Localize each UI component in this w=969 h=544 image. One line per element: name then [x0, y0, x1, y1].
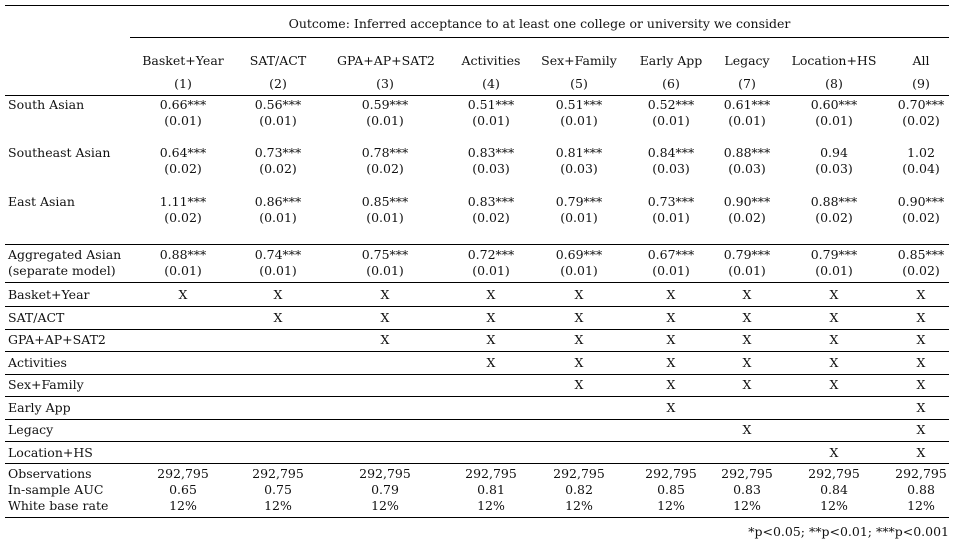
control-mark: X — [742, 332, 752, 347]
column-number: (4) — [482, 76, 500, 91]
stats-top-rule — [5, 463, 949, 464]
coefficient-cell: 1.11*** — [159, 194, 207, 209]
control-mark: X — [829, 287, 839, 302]
standard-error-cell: (0.02) — [472, 210, 510, 225]
stat-cell: 12% — [371, 498, 399, 513]
control-mark: X — [380, 309, 390, 325]
coefficient-cell: 0.74*** — [254, 247, 302, 262]
standard-error-row — [5, 210, 949, 226]
stat-cell: 12% — [565, 498, 593, 513]
control-mark: X — [486, 354, 496, 370]
column-number: (8) — [825, 76, 843, 91]
coefficient-cell: 0.79*** — [555, 194, 603, 209]
stat-cell: 12% — [820, 498, 848, 513]
control-row — [5, 310, 949, 326]
coefficient-cell: 0.85*** — [361, 194, 409, 209]
coefficient-cell: 0.59*** — [361, 97, 409, 112]
coefficient-cell: 0.73*** — [647, 194, 695, 209]
standard-error-cell: (0.01) — [164, 263, 202, 278]
coefficient-cell: 0.69*** — [555, 247, 603, 262]
control-divider — [5, 374, 949, 375]
stat-cell: 292,795 — [252, 466, 304, 481]
stat-cell: 0.65 — [169, 482, 197, 497]
control-mark: X — [574, 354, 584, 370]
column-number: (1) — [174, 76, 192, 91]
standard-error-cell: (0.01) — [728, 263, 766, 278]
control-mark: X — [829, 377, 839, 392]
standard-error-cell: (0.01) — [259, 113, 297, 128]
coefficient-row — [5, 247, 949, 263]
control-row — [5, 400, 949, 416]
coefficient-cell: 0.67*** — [647, 247, 695, 262]
stat-cell: 292,795 — [553, 466, 605, 481]
stat-cell: 12% — [169, 498, 197, 513]
standard-error-cell: (0.01) — [652, 210, 690, 225]
standard-error-cell: (0.01) — [815, 113, 853, 128]
standard-error-cell: (0.02) — [902, 210, 940, 225]
column-number: (7) — [738, 76, 756, 91]
control-mark: X — [380, 287, 390, 302]
stat-cell: 292,795 — [808, 466, 860, 481]
column-header: Activities — [461, 53, 521, 68]
coefficient-cell: 0.81*** — [555, 145, 603, 160]
coefficient-cell: 0.84*** — [647, 145, 695, 160]
control-mark: X — [574, 377, 584, 392]
control-divider — [5, 396, 949, 397]
stat-row — [5, 482, 949, 498]
stat-cell: 12% — [477, 498, 505, 513]
control-mark: X — [486, 332, 496, 347]
column-header: Sex+Family — [541, 53, 617, 68]
standard-error-cell: (0.02) — [815, 210, 853, 225]
stat-cell: 0.84 — [820, 482, 848, 497]
outcome-label: Outcome: Inferred acceptance to at least one college or university we consider — [288, 16, 791, 31]
standard-error-cell: (0.02) — [902, 263, 940, 278]
stat-cell: 292,795 — [465, 466, 517, 481]
row-label: South Asian — [8, 97, 85, 112]
stat-cell: 292,795 — [359, 466, 411, 481]
standard-error-cell: (0.01) — [366, 210, 404, 225]
stat-cell: 292,795 — [721, 466, 773, 481]
standard-error-cell: (0.03) — [472, 161, 510, 176]
control-mark: X — [666, 354, 676, 370]
row-sublabel: (separate model) — [8, 263, 116, 278]
row-label: East Asian — [8, 194, 75, 209]
coefficient-cell: 0.56*** — [254, 97, 302, 112]
coefficient-cell: 0.64*** — [159, 145, 207, 160]
column-header: Location+HS — [791, 53, 877, 68]
control-row — [5, 355, 949, 371]
coefficient-cell: 0.66*** — [159, 97, 207, 112]
control-divider — [5, 351, 949, 352]
control-mark: X — [742, 287, 752, 302]
coefficient-cell: 0.72*** — [467, 247, 515, 262]
control-divider — [5, 441, 949, 442]
controls-top-rule — [5, 282, 949, 283]
outcome-underline — [130, 37, 949, 38]
standard-error-cell: (0.01) — [560, 113, 598, 128]
row-label: Southeast Asian — [8, 145, 111, 160]
standard-error-cell: (0.01) — [652, 263, 690, 278]
column-header: GPA+AP+SAT2 — [337, 53, 435, 68]
control-mark: X — [666, 377, 676, 392]
column-header: Early App — [639, 53, 703, 68]
control-label: Basket+Year — [8, 287, 90, 302]
standard-error-cell: (0.04) — [902, 161, 940, 176]
control-label: Activities — [8, 354, 67, 370]
control-mark: X — [742, 377, 752, 392]
header-bottom-rule — [5, 95, 949, 96]
standard-error-cell: (0.01) — [815, 263, 853, 278]
standard-error-cell: (0.02) — [164, 161, 202, 176]
control-mark: X — [916, 399, 926, 415]
control-mark: X — [829, 444, 839, 460]
control-mark: X — [666, 287, 676, 302]
control-mark: X — [742, 354, 752, 370]
control-mark: X — [829, 332, 839, 347]
coefficient-cell: 0.85*** — [897, 247, 945, 262]
control-mark: X — [742, 309, 752, 325]
coefficient-cell: 0.61*** — [723, 97, 771, 112]
stat-cell: 12% — [907, 498, 935, 513]
stat-cell: 12% — [733, 498, 761, 513]
control-mark: X — [916, 444, 926, 460]
stat-cell: 0.88 — [907, 482, 935, 497]
coefficient-cell: 1.02 — [907, 145, 935, 160]
standard-error-cell: (0.01) — [164, 113, 202, 128]
row-label: Aggregated Asian — [8, 247, 122, 262]
column-header: Basket+Year — [142, 53, 224, 68]
control-row — [5, 287, 949, 303]
control-mark: X — [574, 332, 584, 347]
stat-cell: 292,795 — [157, 466, 209, 481]
control-mark: X — [916, 422, 926, 437]
control-mark: X — [829, 354, 839, 370]
coefficient-cell: 0.60*** — [810, 97, 858, 112]
column-header-row — [5, 53, 949, 69]
standard-error-cell: (0.01) — [366, 263, 404, 278]
control-row — [5, 332, 949, 348]
standard-error-cell: (0.03) — [815, 161, 853, 176]
coefficient-cell: 0.51*** — [555, 97, 603, 112]
stat-cell: 12% — [657, 498, 685, 513]
stat-row — [5, 466, 949, 482]
stat-cell: 0.75 — [264, 482, 292, 497]
coefficient-cell: 0.73*** — [254, 145, 302, 160]
column-number: (5) — [570, 76, 588, 91]
standard-error-cell: (0.03) — [652, 161, 690, 176]
significance-footnote: *p<0.05; **p<0.01; ***p<0.001 — [748, 524, 949, 539]
standard-error-row — [5, 161, 949, 177]
control-mark: X — [916, 287, 926, 302]
standard-error-cell: (0.01) — [560, 210, 598, 225]
standard-error-cell: (0.03) — [560, 161, 598, 176]
stat-cell: 0.85 — [657, 482, 685, 497]
control-mark: X — [916, 354, 926, 370]
standard-error-cell: (0.01) — [472, 263, 510, 278]
coefficient-cell: 0.83*** — [467, 145, 515, 160]
coefficient-cell: 0.51*** — [467, 97, 515, 112]
coefficient-cell: 0.94 — [820, 145, 848, 160]
coefficient-cell: 0.83*** — [467, 194, 515, 209]
control-mark: X — [574, 287, 584, 302]
coefficient-cell: 0.88*** — [723, 145, 771, 160]
column-number: (2) — [269, 76, 287, 91]
stat-cell: 0.83 — [733, 482, 761, 497]
control-row — [5, 377, 949, 393]
coefficient-cell: 0.88*** — [810, 194, 858, 209]
stat-cell: 0.82 — [565, 482, 593, 497]
control-mark: X — [666, 332, 676, 347]
control-mark: X — [574, 309, 584, 325]
standard-error-cell: (0.02) — [164, 210, 202, 225]
control-mark: X — [486, 287, 496, 302]
stat-row — [5, 498, 949, 514]
stat-cell: 0.81 — [477, 482, 505, 497]
stat-label: In-sample AUC — [8, 482, 104, 497]
coefficient-row — [5, 145, 949, 161]
control-label: Legacy — [8, 422, 54, 437]
column-number: (9) — [912, 76, 930, 91]
standard-error-cell: (0.01) — [259, 210, 297, 225]
aggregated-top-rule — [5, 244, 949, 245]
stat-label: White base rate — [8, 498, 109, 513]
control-label: GPA+AP+SAT2 — [8, 332, 106, 347]
coefficient-cell: 0.78*** — [361, 145, 409, 160]
control-mark: X — [486, 309, 496, 325]
control-mark: X — [916, 309, 926, 325]
column-number: (3) — [376, 76, 394, 91]
standard-error-cell: (0.01) — [259, 263, 297, 278]
column-number: (6) — [662, 76, 680, 91]
coefficient-cell: 0.52*** — [647, 97, 695, 112]
standard-error-row — [5, 113, 949, 129]
control-mark: X — [916, 332, 926, 347]
stat-cell: 12% — [264, 498, 292, 513]
stat-cell: 292,795 — [895, 466, 947, 481]
coefficient-cell: 0.86*** — [254, 194, 302, 209]
column-number-row — [5, 76, 949, 92]
column-header: SAT/ACT — [249, 53, 307, 68]
column-header: All — [912, 53, 930, 68]
coefficient-cell: 0.88*** — [159, 247, 207, 262]
stat-cell: 0.79 — [371, 482, 399, 497]
control-mark: X — [380, 332, 390, 347]
control-divider — [5, 306, 949, 307]
control-label: Early App — [8, 399, 71, 415]
standard-error-cell: (0.01) — [472, 113, 510, 128]
standard-error-cell: (0.01) — [560, 263, 598, 278]
control-mark: X — [178, 287, 188, 302]
coefficient-cell: 0.90*** — [897, 194, 945, 209]
control-row — [5, 422, 949, 438]
table-top-rule — [5, 5, 949, 6]
control-mark: X — [273, 287, 283, 302]
control-divider — [5, 329, 949, 330]
coefficient-row — [5, 97, 949, 113]
standard-error-row — [5, 263, 949, 279]
control-mark: X — [666, 309, 676, 325]
standard-error-cell: (0.01) — [652, 113, 690, 128]
control-divider — [5, 419, 949, 420]
stat-cell: 292,795 — [645, 466, 697, 481]
standard-error-cell: (0.02) — [366, 161, 404, 176]
coefficient-cell: 0.90*** — [723, 194, 771, 209]
stat-label: Observations — [8, 466, 92, 481]
standard-error-cell: (0.01) — [728, 113, 766, 128]
standard-error-cell: (0.01) — [366, 113, 404, 128]
column-header: Legacy — [724, 53, 770, 68]
control-label: Sex+Family — [8, 377, 84, 392]
control-label: SAT/ACT — [8, 309, 65, 325]
coefficient-row — [5, 194, 949, 210]
standard-error-cell: (0.02) — [728, 210, 766, 225]
standard-error-cell: (0.02) — [902, 113, 940, 128]
control-mark: X — [666, 399, 676, 415]
table-bottom-rule — [5, 517, 949, 518]
coefficient-cell: 0.70*** — [897, 97, 945, 112]
coefficient-cell: 0.79*** — [723, 247, 771, 262]
coefficient-cell: 0.75*** — [361, 247, 409, 262]
coefficient-cell: 0.79*** — [810, 247, 858, 262]
standard-error-cell: (0.03) — [728, 161, 766, 176]
control-mark: X — [916, 377, 926, 392]
standard-error-cell: (0.02) — [259, 161, 297, 176]
control-mark: X — [742, 422, 752, 437]
control-label: Location+HS — [8, 444, 93, 460]
control-mark: X — [829, 309, 839, 325]
control-mark: X — [273, 309, 283, 325]
control-row — [5, 445, 949, 461]
